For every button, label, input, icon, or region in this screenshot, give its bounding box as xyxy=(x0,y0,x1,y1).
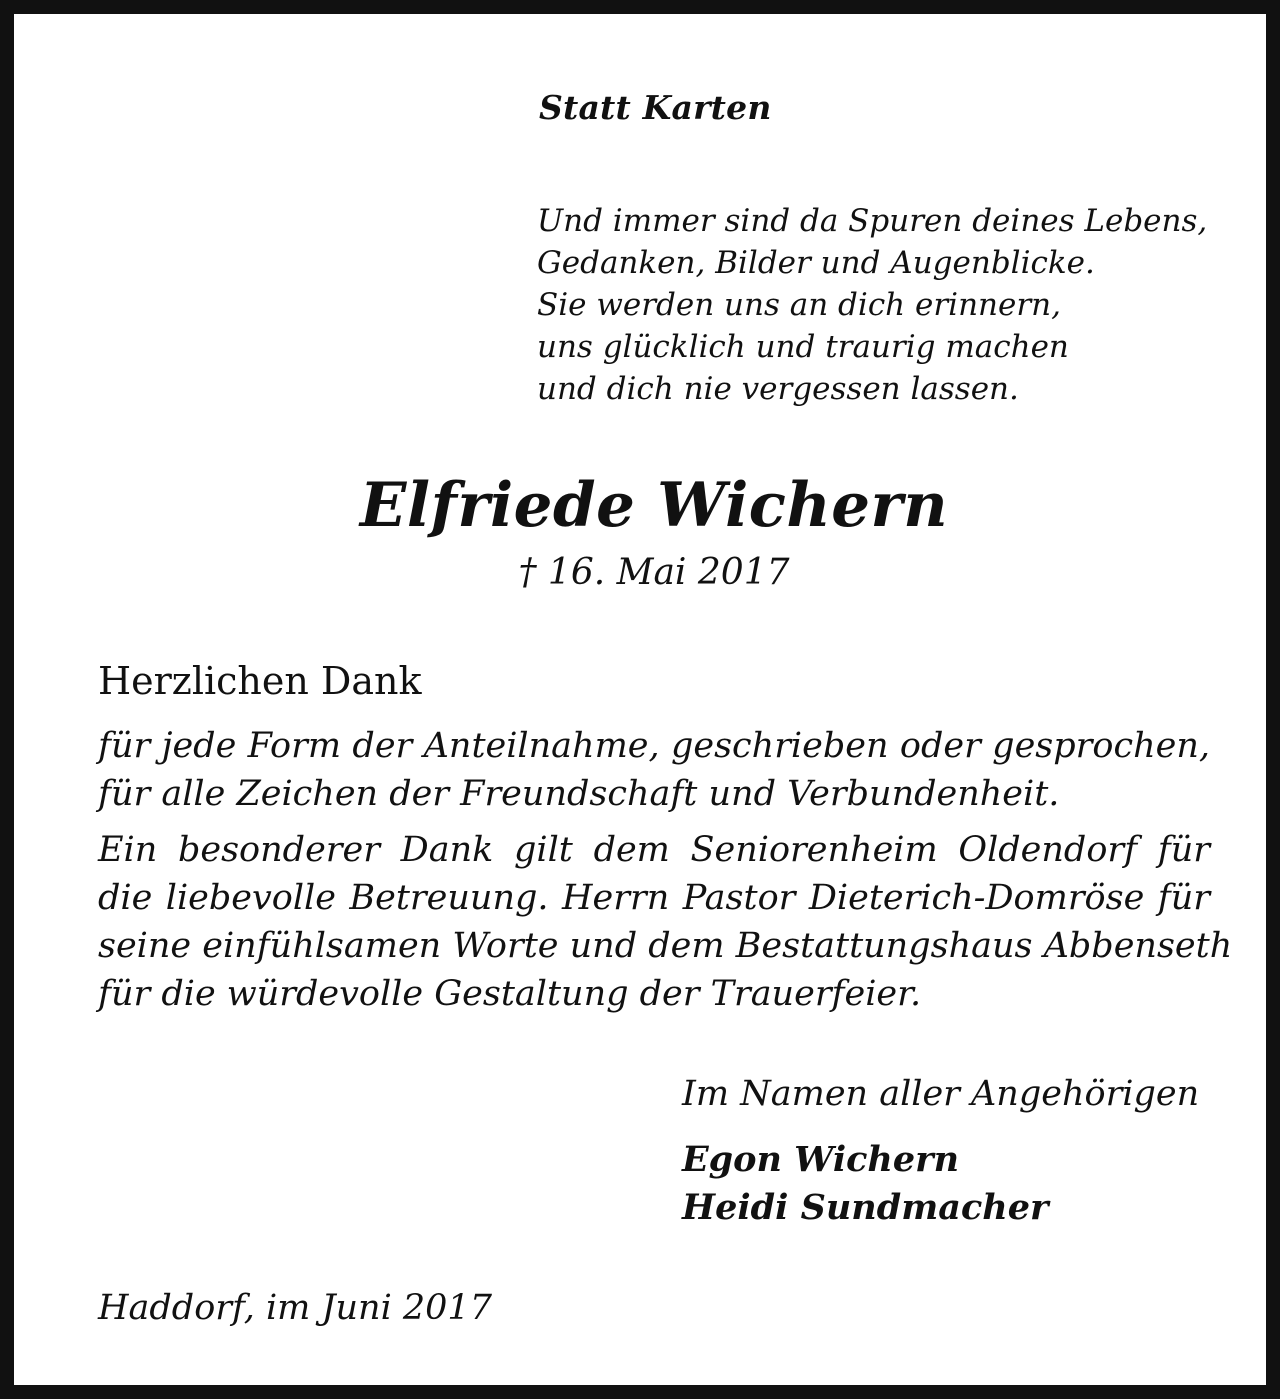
signer-name: Heidi Sundmacher xyxy=(682,1187,1049,1228)
poem-line: und dich nie vergessen lassen. xyxy=(537,371,1019,407)
paragraph-line: für jede Form der Anteilnahme, geschrieben oder gesprochen, xyxy=(98,726,1210,766)
top-heading: Statt Karten xyxy=(539,88,772,127)
paragraph-line: die liebevolle Betreuung. Herrn Pastor Dieterich-Domröse für xyxy=(98,878,1210,918)
thanks-heading: Herzlichen Dank xyxy=(98,659,422,703)
poem-line: Gedanken, Bilder und Augenblicke. xyxy=(537,245,1095,281)
death-date: † 16. Mai 2017 xyxy=(518,552,790,593)
paragraph-line: für die würdevolle Gestaltung der Trauerfeier. xyxy=(98,974,922,1014)
signers xyxy=(682,1136,1048,1232)
signature-label: Im Namen aller Angehörigen xyxy=(682,1074,1200,1114)
thanks-paragraph-1 xyxy=(98,722,1210,818)
place-date: Haddorf, im Juni 2017 xyxy=(98,1288,492,1328)
poem-line: Und immer sind da Spuren deines Lebens, xyxy=(537,203,1208,239)
paragraph-line: für alle Zeichen der Freundschaft und Verbundenheit. xyxy=(98,774,1060,814)
paragraph-line: seine einfühlsamen Worte und dem Bestattungshaus Abbenseth xyxy=(98,926,1233,966)
poem xyxy=(537,200,1207,410)
signer-name: Egon Wichern xyxy=(682,1139,960,1180)
thanks-paragraph-2 xyxy=(98,826,1233,1018)
poem-line: uns glücklich und traurig machen xyxy=(537,329,1069,365)
deceased-name: Elfriede Wichern xyxy=(359,470,949,541)
poem-line: Sie werden uns an dich erinnern, xyxy=(537,287,1061,323)
paragraph-line: Ein besonderer Dank gilt dem Seniorenheim Oldendorf für xyxy=(98,830,1210,870)
